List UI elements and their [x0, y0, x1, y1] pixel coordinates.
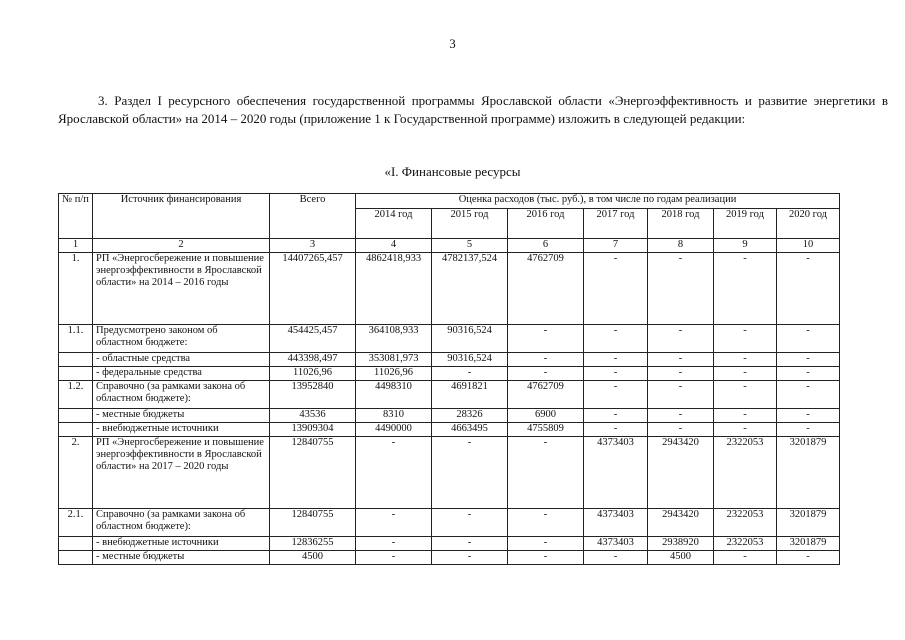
cell-year-value: 90316,524: [432, 353, 508, 367]
cell-year-value: 4498310: [356, 381, 432, 409]
table-row: [59, 551, 840, 565]
cell-year-value: -: [584, 409, 648, 423]
row-label: - внебюджетные источники: [93, 537, 270, 551]
column-number: 10: [777, 239, 840, 253]
column-number: 9: [714, 239, 777, 253]
cell-total: 13909304: [270, 423, 356, 437]
cell-year-value: 4663495: [432, 423, 508, 437]
cell-year-value: 6900: [508, 409, 584, 423]
cell-year-value: 2943420: [648, 437, 714, 509]
table-row: [59, 353, 840, 367]
header-year: 2015 год: [432, 209, 508, 239]
header-year: 2020 год: [777, 209, 840, 239]
header-source: Источник финансирования: [93, 194, 270, 239]
cell-year-value: -: [584, 253, 648, 325]
cell-year-value: -: [714, 409, 777, 423]
cell-year-value: -: [356, 509, 432, 537]
header-num: № п/п: [59, 194, 93, 239]
cell-year-value: -: [777, 423, 840, 437]
cell-year-value: 4782137,524: [432, 253, 508, 325]
cell-total: 43536: [270, 409, 356, 423]
row-label: Справочно (за рамками закона об областном бюджете):: [93, 381, 270, 409]
cell-year-value: -: [584, 423, 648, 437]
cell-total: 11026,96: [270, 367, 356, 381]
row-label: РП «Энергосбережение и повышение энергоэффективности в Ярославской области» на 2017 – 2020 годы: [93, 437, 270, 509]
row-label: - местные бюджеты: [93, 551, 270, 565]
cell-year-value: -: [432, 367, 508, 381]
cell-total: 12840755: [270, 437, 356, 509]
cell-year-value: 90316,524: [432, 325, 508, 353]
cell-year-value: -: [648, 381, 714, 409]
cell-year-value: 28326: [432, 409, 508, 423]
column-number: 4: [356, 239, 432, 253]
cell-year-value: -: [508, 367, 584, 381]
column-number: 2: [93, 239, 270, 253]
cell-year-value: -: [714, 353, 777, 367]
cell-year-value: -: [714, 367, 777, 381]
cell-year-value: 4373403: [584, 509, 648, 537]
cell-year-value: -: [584, 353, 648, 367]
row-number: 2.1.: [59, 509, 93, 537]
table-row: [59, 509, 840, 537]
cell-total: 12836255: [270, 537, 356, 551]
cell-year-value: 4755809: [508, 423, 584, 437]
cell-year-value: -: [648, 367, 714, 381]
row-number: 1.: [59, 253, 93, 325]
cell-year-value: -: [777, 325, 840, 353]
cell-year-value: -: [508, 325, 584, 353]
row-label: РП «Энергосбережение и повышение энергоэффективности в Ярославской области» на 2014 – 2016 годы: [93, 253, 270, 325]
cell-year-value: -: [432, 437, 508, 509]
cell-year-value: -: [714, 423, 777, 437]
cell-year-value: 4500: [648, 551, 714, 565]
cell-year-value: 353081,973: [356, 353, 432, 367]
cell-year-value: -: [648, 253, 714, 325]
row-number: [59, 537, 93, 551]
cell-year-value: -: [432, 537, 508, 551]
table-row: [59, 423, 840, 437]
cell-year-value: 4762709: [508, 381, 584, 409]
cell-year-value: -: [648, 353, 714, 367]
row-label: Справочно (за рамками закона об областном бюджете):: [93, 509, 270, 537]
cell-year-value: 4373403: [584, 537, 648, 551]
row-number: [59, 551, 93, 565]
cell-year-value: 3201879: [777, 437, 840, 509]
header-year: 2017 год: [584, 209, 648, 239]
cell-year-value: 2322053: [714, 437, 777, 509]
intro-paragraph: 3. Раздел I ресурсного обеспечения государственной программы Ярославской области «Энергоэффективность и развитие энергетики в Ярославской области» на 2014 – 2020 годы (приложение 1 к Государственной программе) изложить в следующей редакции:: [58, 93, 888, 126]
cell-total: 12840755: [270, 509, 356, 537]
cell-year-value: 364108,933: [356, 325, 432, 353]
cell-total: 4500: [270, 551, 356, 565]
row-number: [59, 423, 93, 437]
cell-year-value: 2322053: [714, 537, 777, 551]
cell-year-value: -: [584, 381, 648, 409]
cell-year-value: -: [777, 551, 840, 565]
header-year: 2016 год: [508, 209, 584, 239]
cell-year-value: 3201879: [777, 537, 840, 551]
cell-year-value: -: [648, 409, 714, 423]
row-number: [59, 367, 93, 381]
cell-year-value: -: [777, 353, 840, 367]
cell-year-value: -: [356, 437, 432, 509]
cell-year-value: -: [508, 537, 584, 551]
column-number: 7: [584, 239, 648, 253]
column-number: 1: [59, 239, 93, 253]
table-row: [59, 253, 840, 325]
table-row: [59, 381, 840, 409]
cell-year-value: 2322053: [714, 509, 777, 537]
row-label: - федеральные средства: [93, 367, 270, 381]
cell-year-value: -: [714, 381, 777, 409]
cell-total: 454425,457: [270, 325, 356, 353]
cell-year-value: -: [777, 367, 840, 381]
row-number: 1.1.: [59, 325, 93, 353]
cell-year-value: -: [584, 367, 648, 381]
cell-year-value: -: [432, 551, 508, 565]
cell-year-value: 2943420: [648, 509, 714, 537]
cell-year-value: -: [714, 551, 777, 565]
cell-year-value: -: [508, 353, 584, 367]
cell-total: 14407265,457: [270, 253, 356, 325]
cell-year-value: -: [432, 509, 508, 537]
cell-year-value: -: [648, 325, 714, 353]
section-title: «I. Финансовые ресурсы: [384, 164, 521, 179]
cell-year-value: 4762709: [508, 253, 584, 325]
financing-table: [58, 193, 840, 565]
cell-year-value: -: [508, 437, 584, 509]
table-row: [59, 437, 840, 509]
cell-total: 443398,497: [270, 353, 356, 367]
cell-year-value: -: [356, 537, 432, 551]
table-row: [59, 367, 840, 381]
cell-year-value: -: [714, 253, 777, 325]
row-label: - областные средства: [93, 353, 270, 367]
header-year: 2019 год: [714, 209, 777, 239]
header-total: Всего: [270, 194, 356, 239]
cell-year-value: -: [714, 325, 777, 353]
cell-year-value: 4373403: [584, 437, 648, 509]
cell-year-value: -: [356, 551, 432, 565]
cell-year-value: -: [777, 409, 840, 423]
cell-year-value: -: [777, 253, 840, 325]
cell-year-value: 11026,96: [356, 367, 432, 381]
row-number: 1.2.: [59, 381, 93, 409]
cell-year-value: -: [584, 325, 648, 353]
cell-year-value: 8310: [356, 409, 432, 423]
column-number: 6: [508, 239, 584, 253]
column-number: 3: [270, 239, 356, 253]
row-number: 2.: [59, 437, 93, 509]
header-year: 2014 год: [356, 209, 432, 239]
cell-year-value: 2938920: [648, 537, 714, 551]
row-number: [59, 409, 93, 423]
row-label: - внебюджетные источники: [93, 423, 270, 437]
table-row: [59, 325, 840, 353]
cell-year-value: -: [508, 509, 584, 537]
cell-year-value: -: [508, 551, 584, 565]
header-year: 2018 год: [648, 209, 714, 239]
column-number: 5: [432, 239, 508, 253]
row-label: - местные бюджеты: [93, 409, 270, 423]
table-row: [59, 409, 840, 423]
row-label: Предусмотрено законом об областном бюджете:: [93, 325, 270, 353]
cell-year-value: -: [777, 381, 840, 409]
cell-year-value: 3201879: [777, 509, 840, 537]
cell-year-value: 4862418,933: [356, 253, 432, 325]
table-row: [59, 537, 840, 551]
page-number: 3: [449, 36, 456, 51]
header-estimate: Оценка расходов (тыс. руб.), в том числе по годам реализации: [356, 194, 840, 209]
cell-year-value: -: [584, 551, 648, 565]
cell-total: 13952840: [270, 381, 356, 409]
row-number: [59, 353, 93, 367]
cell-year-value: 4691821: [432, 381, 508, 409]
cell-year-value: 4490000: [356, 423, 432, 437]
cell-year-value: -: [648, 423, 714, 437]
column-number: 8: [648, 239, 714, 253]
